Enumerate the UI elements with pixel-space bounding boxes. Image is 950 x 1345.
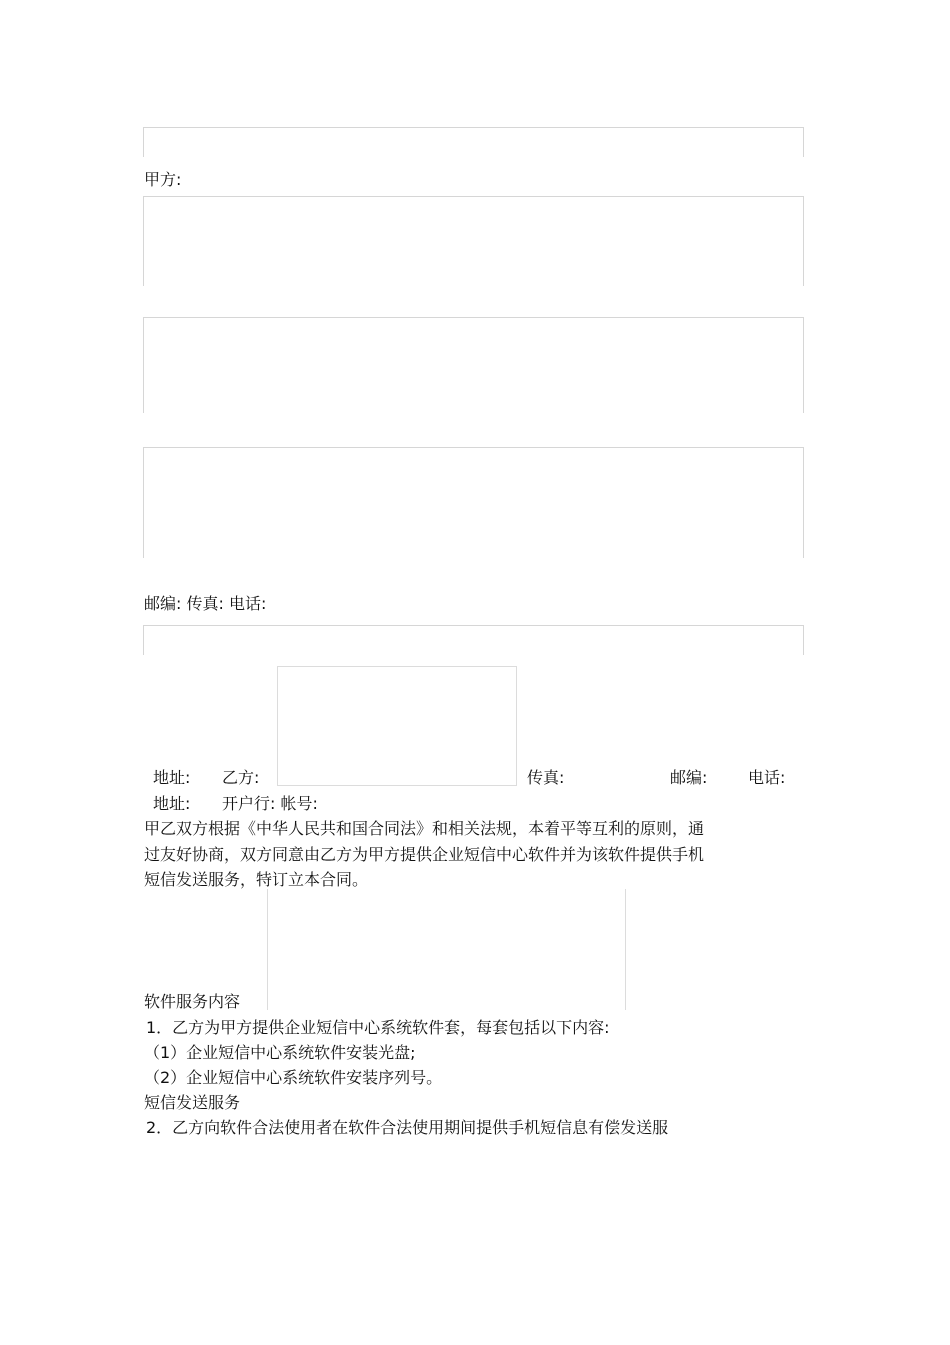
- party-b-phone-label: 电话:: [748, 768, 786, 787]
- blank-field-frame-2: [143, 196, 804, 286]
- party-b-postal-label: 邮编:: [670, 768, 708, 787]
- party-b-bank-label: 开户行: 帐号:: [222, 794, 318, 813]
- party-b-address-label: 地址:: [153, 768, 191, 787]
- blank-field-frame-5: [143, 625, 804, 655]
- blank-field-frame-3: [143, 317, 804, 413]
- blank-field-frame-1: [143, 127, 804, 157]
- party-b-address-label-2: 地址:: [153, 794, 191, 813]
- party-a-label: 甲方:: [144, 170, 182, 189]
- divider-line-left: [267, 889, 268, 1010]
- software-sub-item-1: （1）企业短信中心系统软件安装光盘;: [144, 1043, 416, 1062]
- sms-item-2: 2．乙方向软件合法使用者在软件合法使用期间提供手机短信息有偿发送服: [146, 1118, 669, 1137]
- software-sub-item-2: （2）企业短信中心系统软件安装序列号。: [144, 1068, 443, 1087]
- intro-line-1: 甲乙双方根据《中华人民共和国合同法》和相关法规，本着平等互利的原则，通: [144, 819, 705, 838]
- software-section-heading: 软件服务内容: [144, 992, 241, 1011]
- party-b-name-box: [277, 666, 517, 786]
- blank-field-frame-4: [143, 447, 804, 558]
- intro-line-3: 短信发送服务，特订立本合同。: [144, 870, 369, 889]
- party-b-label: 乙方:: [222, 768, 260, 787]
- sms-section-heading: 短信发送服务: [144, 1093, 241, 1112]
- party-b-fax-label: 传真:: [527, 768, 565, 787]
- intro-line-2: 过友好协商，双方同意由乙方为甲方提供企业短信中心软件并为该软件提供手机: [144, 845, 705, 864]
- software-item-1: 1．乙方为甲方提供企业短信中心系统软件套，每套包括以下内容:: [146, 1018, 610, 1037]
- divider-line-right: [625, 889, 626, 1010]
- party-a-contact-labels: 邮编: 传真: 电话:: [144, 594, 267, 613]
